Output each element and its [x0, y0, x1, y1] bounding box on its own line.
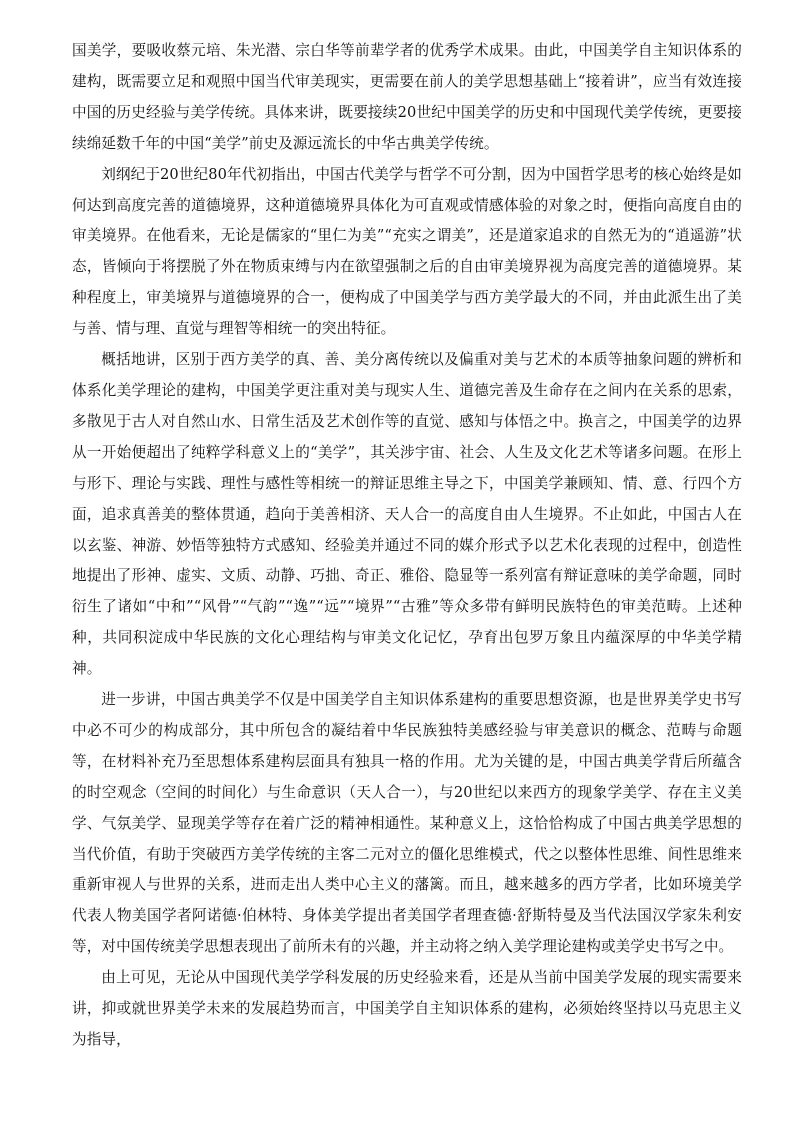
paragraph-summary: 概括地讲，区别于西方美学的真、善、美分离传统以及偏重对美与艺术的本质等抽象问题的辨析和体系化美学理论的建构，中国美学更注重对美与现实人生、道德完善及生命存在之间内在关系的思索，多散见于古人对自然山水、日常生活及艺术创作等的直觉、感知与体悟之中。换言之，中国美学的边界从一开始便超出了纯粹学科意义上的“美学”，其关涉宇宙、社会、人生及文化艺术等诸多问题。在形上与形下、理论与实践、理性与感性等相统一的辩证思维主导之下，中国美学兼顾知、情、意、行四个方面，追求真善美的整体贯通，趋向于美善相济、天人合一的高度自由人生境界。不止如此，中国古人在以玄鉴、神游、妙悟等独特方式感知、经验美并通过不同的媒介形式予以艺术化表现的过程中，创造性地提出了形神、虚实、文质、动静、巧拙、奇正、雅俗、隐显等一系列富有辩证意味的美学命题，同时衍生了诸如“中和”“风骨”“气韵”“逸”“远”“境界”“古雅”等众多带有鲜明民族特色的审美范畴。上述种种，共同积淀成中华民族的文化心理结构与审美文化记忆，孕育出包罗万象且内蕴深厚的中华美学精神。: [72, 351, 742, 678]
document-page: [72, 36, 742, 1056]
paragraph-conclusion: 由上可见，无论从中国现代美学学科发展的历史经验来看，还是从当前中国美学发展的现实需要来讲，抑或就世界美学未来的发展趋势而言，中国美学自主知识体系的建构，必须始终坚持以马克思主义为指导，: [72, 969, 742, 1048]
paragraph-continuation: 国美学，要吸收蔡元培、朱光潜、宗白华等前辈学者的优秀学术成果。由此，中国美学自主知识体系的建构，既需要立足和观照中国当代审美现实，更需要在前人的美学思想基础上“接着讲”，应当有效连接中国的历史经验与美学传统。具体来讲，既要接续20世纪中国美学的历史和中国现代美学传统，更要接续绵延数千年的中国“美学”前史及源远流长的中华古典美学传统。: [72, 42, 742, 152]
paragraph-liu-gangji: 刘纲纪于20世纪80年代初指出，中国古代美学与哲学不可分割，因为中国哲学思考的核心始终是如何达到高度完善的道德境界，这种道德境界具体化为可直观或情感体验的对象之时，便指向高度自由的审美境界。在他看来，无论是儒家的“里仁为美”“充实之谓美”，还是道家追求的自然无为的“逍遥游”状态，皆倾向于将摆脱了外在物质束缚与内在欲望强制之后的自由审美境界视为高度完善的道德境界。某种程度上，审美境界与道德境界的合一，便构成了中国美学与西方美学最大的不同，并由此派生出了美与善、情与理、直觉与理智等相统一的突出特征。: [72, 165, 742, 338]
paragraph-further: 进一步讲，中国古典美学不仅是中国美学自主知识体系建构的重要思想资源，也是世界美学史书写中必不可少的构成部分，其中所包含的凝结着中华民族独特美感经验与审美意识的概念、范畴与命题等，在材料补充乃至思想体系建构层面具有独具一格的作用。尤为关键的是，中国古典美学背后所蕴含的时空观念（空间的时间化）与生命意识（天人合一），与20世纪以来西方的现象学美学、存在主义美学、气氛美学、显现美学等存在着广泛的精神相通性。某种意义上，这恰恰构成了中国古典美学思想的当代价值，有助于突破西方美学传统的主客二元对立的僵化思维模式，代之以整体性思维、间性思维来重新审视人与世界的关系，进而走出人类中心主义的藩篱。而且，越来越多的西方学者，比如环境美学代表人物美国学者阿诺德·伯林特、身体美学提出者美国学者理查德·舒斯特曼及当代法国汉学家朱利安等，对中国传统美学思想表现出了前所未有的兴趣，并主动将之纳入美学理论建构或美学史书写之中。: [72, 691, 742, 956]
